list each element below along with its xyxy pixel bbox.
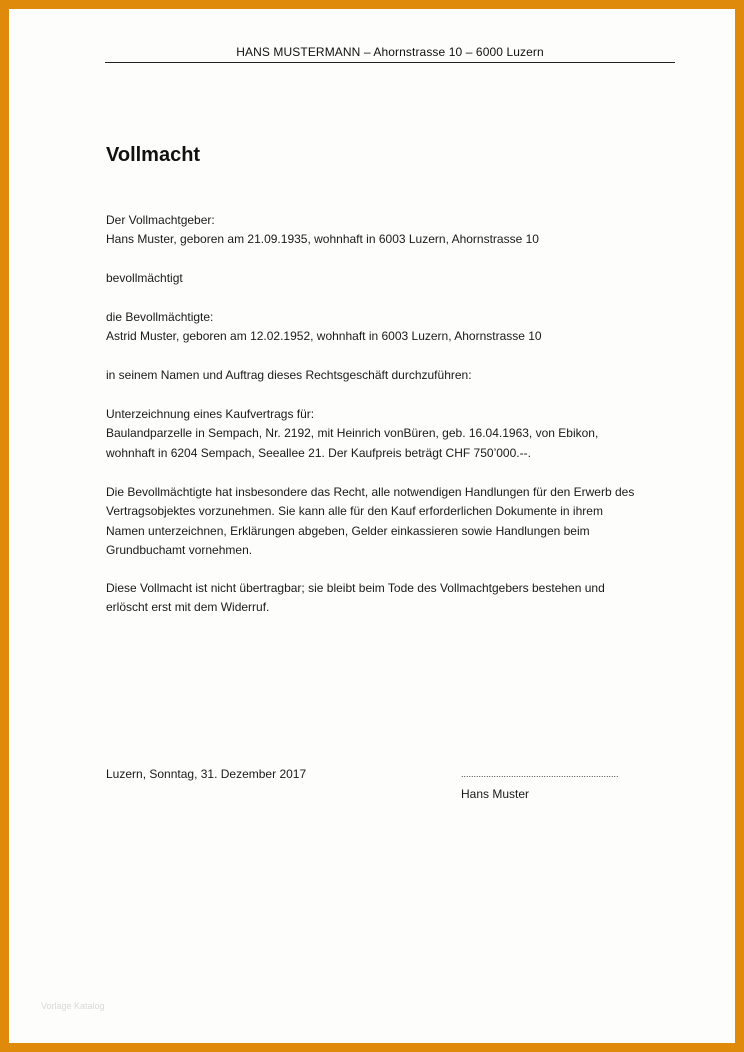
document-title: Vollmacht [106,144,201,166]
paragraph-line: Astrid Muster, geboren am 12.02.1952, wohnhaft in 6003 Luzern, Ahornstrasse 10 [106,329,542,344]
paragraph-purchase [106,405,696,463]
paragraph-mandate [106,366,696,385]
paragraph-line: Grundbuchamt vornehmen. [106,542,253,557]
place-and-date: Luzern, Sonntag, 31. Dezember 2017 [106,767,307,781]
signatory-name: Hans Muster [461,787,530,801]
paragraph-validity [106,579,696,618]
letterhead: HANS MUSTERMANN – Ahornstrasse 10 – 6000 Luzern [236,45,544,59]
paragraph-line: die Bevollmächtigte: [106,310,214,324]
paragraph-grantor [106,211,696,250]
paragraph-line: Unterzeichnung eines Kaufvertrags für: [106,407,315,421]
paragraph-line: wohnhaft in 6204 Sempach, Seeallee 21. Der Kaufpreis beträgt CHF 750’000.--. [106,445,531,460]
paragraph-authorizes [106,269,696,288]
letterhead-rule [105,62,675,63]
paragraph-line: in seinem Namen und Auftrag dieses Rechtsgeschäft durchzuführen: [106,368,472,382]
paragraph-line: Vertragsobjektes vorzunehmen. Sie kann alle für den Kauf erforderlichen Dokumente in ihrem [106,504,603,519]
paragraph-line: Die Bevollmächtigte hat insbesondere das Recht, alle notwendigen Handlungen für den Erwerb des [106,485,635,499]
paragraph-rights [106,483,696,560]
paragraph-line: Baulandparzelle in Sempach, Nr. 2192, mit Heinrich vonBüren, geb. 16.04.1963, von Ebikon, [106,426,599,441]
paragraph-line: bevollmächtigt [106,271,183,285]
paragraph-line: Namen unterzeichnen, Erklärungen abgeben, Gelder einkassieren sowie Handlungen beim [106,523,590,538]
document-page [9,9,735,1043]
paragraph-attorney [106,308,696,347]
paragraph-line: Diese Vollmacht ist nicht übertragbar; sie bleibt beim Tode des Vollmachtgebers bestehen und [106,581,605,595]
paragraph-line: erlöscht erst mit dem Widerruf. [106,600,270,615]
watermark: Vorlage Katalog [41,1001,105,1011]
paragraph-line: Der Vollmachtgeber: [106,213,215,227]
paragraph-line: Hans Muster, geboren am 21.09.1935, wohnhaft in 6003 Luzern, Ahornstrasse 10 [106,232,539,247]
signature-line: ............................................................... [461,769,619,779]
